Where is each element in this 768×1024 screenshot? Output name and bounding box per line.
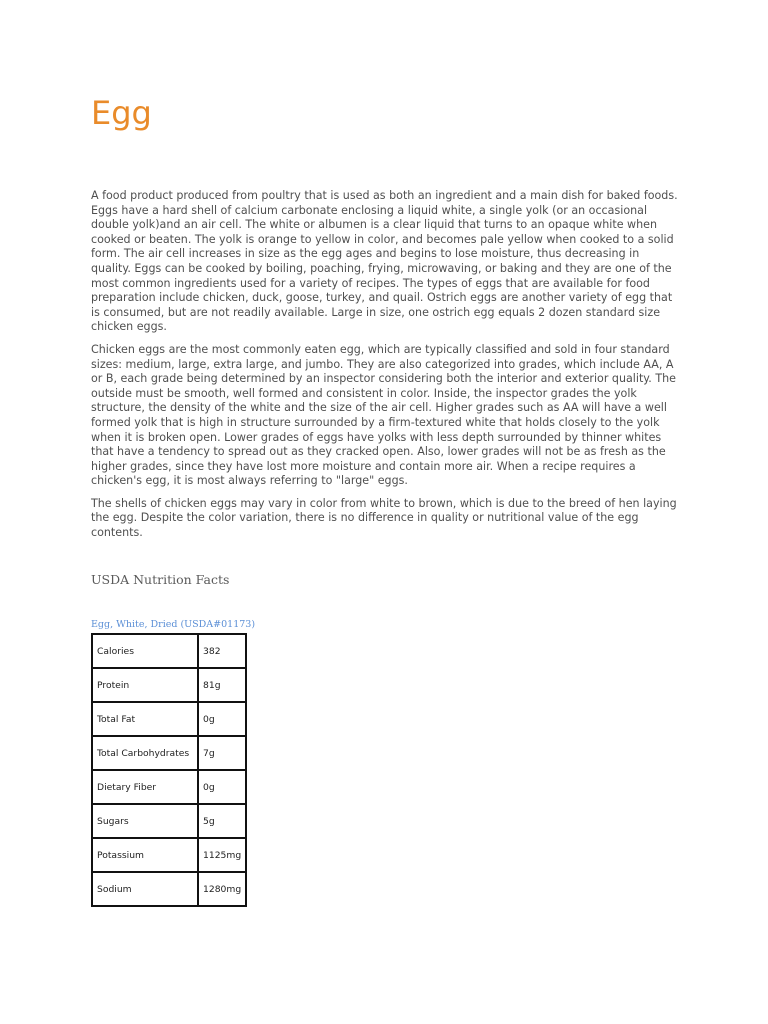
table-row [92,634,246,668]
nutrient-name: Protein [92,668,198,702]
nutrition-table-caption-link[interactable]: Egg, White, Dried (USDA#01173) [91,619,256,630]
nutrient-value: 0g [198,770,246,804]
nutrient-name: Total Fat [92,702,198,736]
nutrient-name: Sugars [92,804,198,838]
nutrient-name: Sodium [92,872,198,906]
table-row [92,702,246,736]
nutrient-value: 1280mg [198,872,246,906]
nutrient-value: 1125mg [198,838,246,872]
nutrient-name: Calories [92,634,198,668]
nutrient-value: 81g [198,668,246,702]
table-row [92,872,246,906]
table-row [92,668,246,702]
table-row [92,804,246,838]
table-row [92,838,246,872]
table-row [92,770,246,804]
paragraph-1: A food product produced from poultry that is used as both an ingredient and a main dish for baked foods. Eggs have a hard shell of calcium carbonate enclosing a liquid white, a single yolk (or an occasional double yolk)and an air cell. The white or albumen is a clear liquid that turns to an opaque white when cooked or beaten. The yolk is orange to yellow in color, and becomes pale yellow when cooked to a solid form. The air cell increases in size as the egg ages and begins to lose moisture, thus decreasing in quality. Eggs can be cooked by boiling, poaching, frying, microwaving, or baking and they are one of the most common ingredients used for a variety of recipes. The types of eggs that are available for food preparation include chicken, duck, goose, turkey, and quail. Ostrich eggs are another variety of egg that is consumed, but are not readily available. Large in size, one ostrich egg equals 2 dozen standard size chicken eggs. [91,189,678,334]
article-body [91,189,679,549]
paragraph-2: Chicken eggs are the most commonly eaten egg, which are typically classified and sold in four standard sizes: medium, large, extra large, and jumbo. They are also categorized into grades, which include AA, A or B, each grade being determined by an inspector considering both the interior and exterior quality. The outside must be smooth, well formed and consistent in color. Inside, the inspector grades the yolk structure, the density of the white and the size of the air cell. Higher grades such as AA will have a well formed yolk that is high in structure surrounded by a firm-textured white that holds closely to the yolk when it is broken open. Lower grades of eggs have yolks with less depth surrounded by thinner whites that have a tendency to spread out as they cracked open. Also, lower grades will not be as fresh as the higher grades, since they have lost more moisture and contain more air. When a recipe requires a chicken's egg, it is most always referring to "large" eggs. [91,342,676,488]
nutrient-value: 7g [198,736,246,770]
nutrient-name: Total Carbohydrates [92,736,198,770]
nutrient-value: 382 [198,634,246,668]
page-title: Egg [91,94,152,132]
nutrient-value: 5g [198,804,246,838]
table-row [92,736,246,770]
nutrient-name: Dietary Fiber [92,770,198,804]
nutrition-section-title: USDA Nutrition Facts [91,572,230,587]
nutrient-value: 0g [198,702,246,736]
paragraph-3: The shells of chicken eggs may vary in color from white to brown, which is due to the breed of hen laying the egg. Despite the color variation, there is no difference in quality or nutritional value of the egg contents. [91,496,677,540]
nutrient-name: Potassium [92,838,198,872]
nutrition-table [91,633,247,907]
